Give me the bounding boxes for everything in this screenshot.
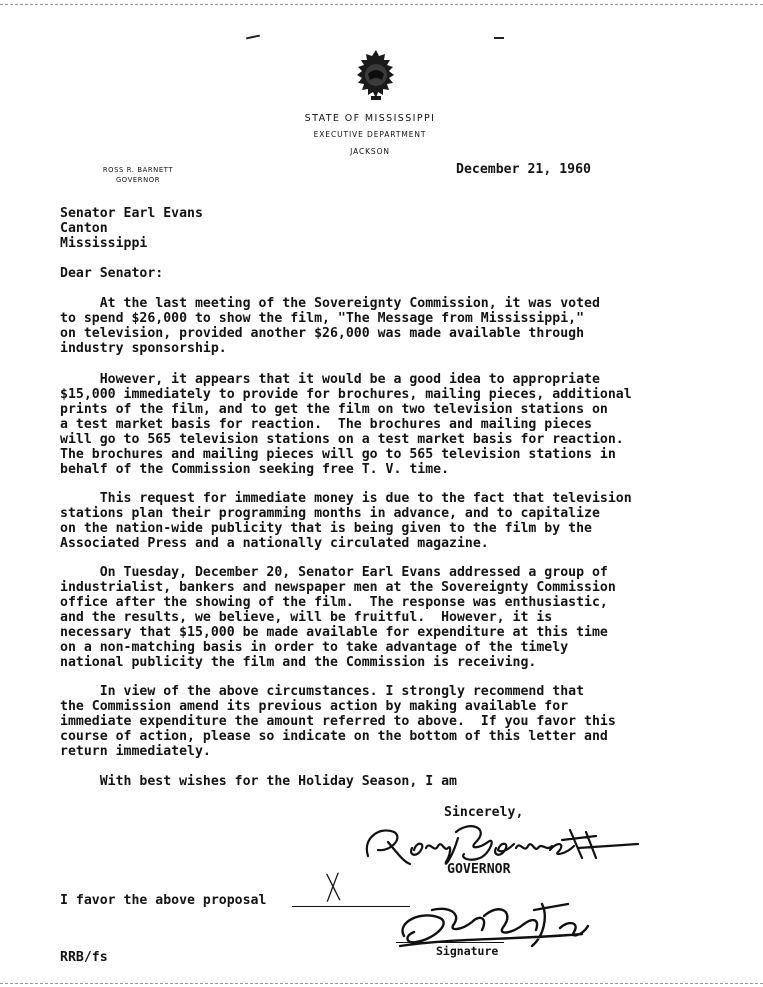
typist-initials: RRB/fs: [60, 950, 108, 965]
paragraph-line: The brochures and mailing pieces will go to 565 television stations in: [60, 447, 616, 462]
paragraph-line: on television, provided another $26,000 was made available through: [60, 326, 585, 341]
paragraph-line: stations plan their programming months in advance, and to capitalize: [60, 506, 600, 521]
state-seal-icon: [352, 48, 400, 102]
letterhead-department: EXECUTIVE DEPARTMENT: [313, 130, 427, 139]
paragraph-line: behalf of the Commission seeking free T. V. time.: [60, 462, 450, 477]
governor-title: GOVERNOR: [115, 176, 161, 184]
paragraph-line: However, it appears that it would be a good idea to appropriate: [60, 372, 600, 387]
page-top-edge: [0, 4, 763, 5]
signature-rule: [396, 942, 504, 943]
letterhead-city: JACKSON: [350, 147, 390, 156]
signer-title: GOVERNOR: [447, 862, 511, 877]
paragraph-line: national publicity the film and the Commission is receiving.: [60, 655, 537, 670]
paragraph-line: immediate expenditure the amount referred to above. If you favor this: [60, 714, 616, 729]
recipient-state: Mississippi: [60, 236, 148, 251]
paragraph-line: At the last meeting of the Sovereignty Commission, it was voted: [60, 296, 600, 311]
paragraph-line: the Commission amend its previous action by making available for: [60, 699, 569, 714]
paragraph-line: to spend $26,000 to show the film, "The Message from Mississippi,": [60, 311, 585, 326]
paragraph-line: will go to 565 television stations on a test market basis for reaction.: [60, 432, 624, 447]
paragraph-line: With best wishes for the Holiday Season, I am: [60, 774, 457, 789]
paragraph-line: industrialist, bankers and newspaper men at the Sovereignty Commission: [60, 580, 616, 595]
paragraph-line: a test market basis for reaction. The brochures and mailing pieces: [60, 417, 592, 432]
page-bottom-edge: [0, 983, 763, 984]
paragraph-line: on the nation-wide publicity that is being given to the film by the: [60, 521, 592, 536]
paragraph-line: $15,000 immediately to provide for brochures, mailing pieces, additional: [60, 387, 632, 402]
closing: Sincerely,: [444, 805, 524, 820]
paragraph-line: In view of the above circumstances. I strongly recommend that: [60, 684, 585, 699]
signature-label: Signature: [436, 944, 499, 958]
paragraph-line: necessary that $15,000 be made available for expenditure at this time: [60, 625, 608, 640]
letter-date: December 21, 1960: [456, 162, 591, 177]
scan-mark: [246, 35, 260, 40]
recipient-name: Senator Earl Evans: [60, 206, 203, 221]
paragraph-line: on a non-matching basis in order to take advantage of the timely: [60, 640, 569, 655]
paragraph-line: course of action, please so indicate on the bottom of this letter and: [60, 729, 608, 744]
paragraph-line: Associated Press and a nationally circulated magazine.: [60, 536, 489, 551]
paragraph-line: prints of the film, and to get the film on two television stations on: [60, 402, 608, 417]
paragraph-line: and the results, we believe, will be fruitful. However, it is: [60, 610, 553, 625]
scan-mark: [494, 37, 504, 39]
paragraph-line: return immediately.: [60, 744, 211, 759]
salutation: Dear Senator:: [60, 266, 164, 281]
paragraph-line: On Tuesday, December 20, Senator Earl Evans addressed a group of: [60, 565, 608, 580]
paragraph-line: This request for immediate money is due to the fact that television: [60, 491, 632, 506]
favor-line-label: I favor the above proposal: [60, 893, 267, 908]
governor-name: ROSS R. BARNETT: [102, 166, 174, 174]
paragraph-line: office after the showing of the film. The response was enthusiastic,: [60, 595, 608, 610]
paragraph-line: industry sponsorship.: [60, 341, 227, 356]
letterhead-state: STATE OF MISSISSIPPI: [304, 113, 436, 124]
recipient-city: Canton: [60, 221, 108, 236]
favor-mark: X: [323, 865, 343, 911]
